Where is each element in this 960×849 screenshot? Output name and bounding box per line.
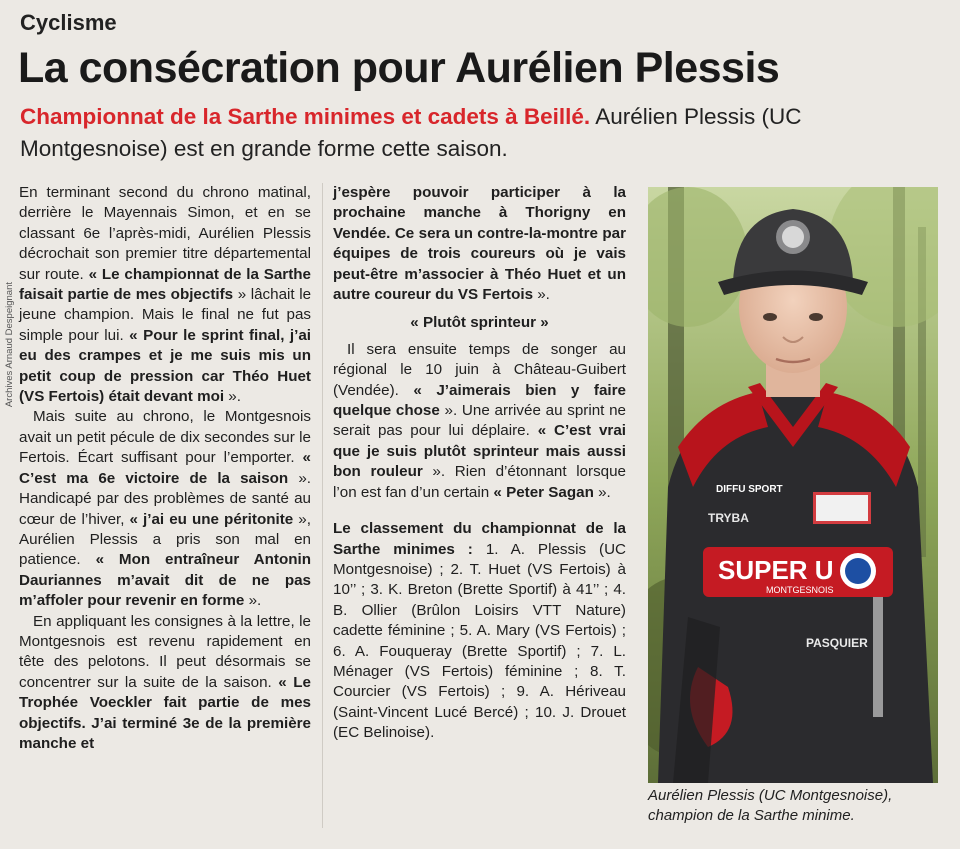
quote-run: « Le Trophée Voeckler fait partie de mes objectifs. J’ai terminé 3e de la première manche et: [19, 673, 311, 752]
body-column-2: [333, 183, 626, 744]
paragraph: [19, 612, 311, 755]
quote-run: « Pour le sprint final, j’ai eu des crampes et je me suis mis un petit coup de pression car Théo Huet (VS Fertois) était devant moi: [19, 326, 312, 406]
quote-run: « j’ai eu une péritonite: [129, 510, 294, 528]
cyclist-photo: [648, 187, 938, 783]
photo-credit: Archives Arnaud Despeignant: [4, 282, 15, 408]
text-run: ».: [244, 592, 262, 610]
text-run: ». Une arrivée au sprint ne serait pas pour lui déplaire.: [333, 402, 626, 440]
jersey-logo-sub: MONTGESNOIS: [766, 585, 834, 595]
column2-body: [333, 340, 626, 503]
section-rubric: Cyclisme: [20, 10, 117, 35]
text-run: ».: [224, 388, 241, 406]
column-divider: [322, 183, 323, 828]
cyclist-photo-image: [648, 187, 938, 783]
results-block: [333, 519, 626, 743]
deck-text: Aurélien Plessis (UC Montgesnoise) est en grande forme cette saison.: [20, 104, 802, 161]
paragraph: [333, 519, 626, 743]
quote-run: « Peter Sagan: [493, 483, 594, 501]
results-spacer: [333, 503, 626, 519]
photo-caption: Aurélien Plessis (UC Montgesnoise), champion de la Sarthe minime.: [648, 787, 893, 824]
column1-paragraphs: [19, 183, 311, 754]
text-run: 1. A. Plessis (UC Montgesnoise) ; 2. T. Huet (VS Fertois) à 10’’ ; 3. K. Breton (Brette Sportif) à 41’’ ; 4. B. Ollier (Brûlon Loisirs VTT Nature) cadette féminine ; 5. A. Mary (VS Fertois) ; 6. A. Fouqueray (Brette Sportif) ; 7. L. Ménager (VS Fertois) féminine ; 8. T. Courcier (VS Fertois) ; 9. A. Hériveau (Saint-Vincent Lucé Bercé) ; 10. J. Drouet (EC Belinoise).: [333, 540, 626, 742]
quote-run: « Le championnat de la Sarthe faisait partie de mes objectifs: [19, 265, 312, 304]
jersey-logo-main: SUPER U: [718, 555, 834, 585]
text-run: ».: [533, 286, 550, 304]
text-run: Mais suite au chrono, le Montgesnois avait un petit pécule de dix secondes sur le Fertois. Écart suffisant pour l’emporter.: [19, 408, 311, 467]
jersey-sponsor-3: PASQUIER: [806, 636, 868, 650]
deck: [20, 101, 900, 165]
text-run: Il sera ensuite temps de songer au régional le 10 juin à Château-Guibert (Vendée).: [333, 340, 626, 399]
text-run: » lâchait le jeune champion. Mais le final ne fut pas simple pour lui.: [19, 286, 312, 344]
paragraph: [333, 183, 626, 305]
quote-run: « C’est vrai que je suis plutôt sprinteur mais aussi bon rouleur: [333, 422, 626, 481]
text-run: En terminant second du chrono matinal, derrière le Mayennais Simon, et en se classant 6e l’après-midi, Aurélien Plessis décrochait son premier titre départemental sur route.: [19, 184, 311, 283]
text-run: ». Rien d’étonnant lorsque l’on est fan d’un certain: [333, 463, 627, 501]
paragraph: [19, 183, 311, 407]
text-run: En appliquant les consignes à la lettre, le Montgesnois est revenu rapidement en tête des pelotons. Il peut désormais se concentrer sur la suite de la saison.: [19, 612, 311, 691]
paragraph: [19, 407, 311, 611]
text-run: ». Handicapé par des problèmes de santé au cœur de l’hiver,: [19, 469, 312, 528]
quote-run: « J’aimerais bien y faire quelque chose: [333, 381, 626, 420]
column2-intro: [333, 183, 626, 305]
headline: La consécration pour Aurélien Plessis: [18, 44, 780, 92]
jersey-sponsor-1: DIFFU SPORT: [716, 484, 783, 495]
quote-run: « Mon entraîneur Antonin Dauriannes m’avait dit de ne pas m’affoler pour revenir en forme: [19, 551, 311, 610]
text-run: ».: [593, 483, 611, 501]
text-run: », Aurélien Plessis a pris son mal en patience.: [19, 510, 311, 569]
jersey-sponsor-2: TRYBA: [708, 511, 749, 525]
quote-run: « C’est ma 6e victoire de la saison: [19, 449, 311, 487]
quote-run: j’espère pouvoir participer à la prochaine manche à Thorigny en Vendée. Ce sera un contre-la-montre par équipes de trois coureurs où je vais peut-être m’associer à Théo Huet et un autre coureur du VS Fertois: [333, 184, 626, 304]
intertitle: « Plutôt sprinteur »: [410, 314, 549, 332]
body-column-1: [19, 183, 311, 754]
quote-run: Le classement du championnat de la Sarthe minimes :: [333, 520, 626, 558]
deck-highlight: Championnat de la Sarthe minimes et cadets à Beillé.: [20, 104, 591, 129]
paragraph: [333, 340, 626, 503]
